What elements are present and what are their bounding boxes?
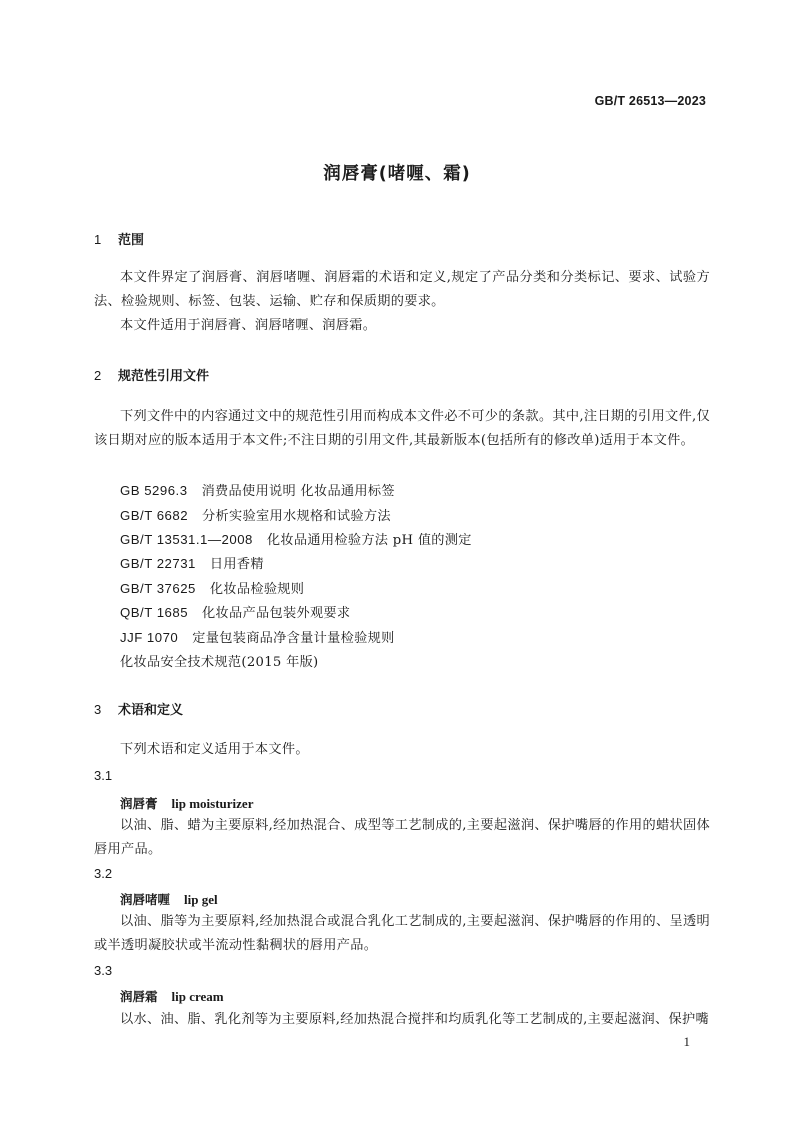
reference-item: [120, 505, 391, 524]
term-english: lip cream: [171, 989, 224, 1004]
reference-title: 化妆品产品包装外观要求: [202, 606, 351, 621]
reference-item: [120, 480, 395, 499]
reference-code: QB/T 1685: [120, 605, 189, 620]
paragraph: 本文件适用于润唇膏、润唇啫喱、润唇霜。: [120, 318, 377, 333]
section-heading-scope: [94, 229, 144, 248]
reference-title: 分析实验室用水规格和试验方法: [202, 509, 391, 524]
reference-item: [120, 553, 264, 572]
term-definition: 以油、脂等为主要原料,经加热混合或混合乳化工艺制成的,主要起滋润、保护嘴唇的作用的、呈透明或半透明凝胶状或半流动性黏稠状的唇用产品。: [94, 914, 710, 953]
document-title: 润唇膏(啫喱、霜): [323, 164, 471, 184]
reference-item: [120, 602, 350, 621]
paragraph: 下列文件中的内容通过文中的规范性引用而构成本文件必不可少的条款。其中,注日期的引用文件,仅该日期对应的版本适用于本文件;不注日期的引用文件,其最新版本(包括所有的修改单)适用于本文件。: [94, 409, 710, 448]
term-number: 3.1: [94, 768, 113, 783]
reference-title: 消费品使用说明 化妆品通用标签: [201, 484, 395, 499]
term-entry: [120, 890, 218, 908]
section-title: 规范性引用文件: [118, 369, 210, 384]
reference-title: 日用香精: [209, 557, 264, 572]
section-title: 范围: [118, 233, 145, 248]
term-number: 3.3: [94, 963, 113, 978]
reference-code: JJF 1070: [120, 630, 179, 645]
reference-item: [120, 529, 472, 548]
reference-item: [120, 627, 395, 646]
page-number: 1: [683, 1034, 690, 1049]
reference-code: GB/T 22731: [120, 556, 196, 571]
term-entry: [120, 794, 253, 812]
term-chinese: 润唇膏: [120, 796, 158, 811]
term-english: lip moisturizer: [171, 796, 254, 811]
term-definition: 以水、油、脂、乳化剂等为主要原料,经加热混合搅拌和均质乳化等工艺制成的,主要起滋润、保护嘴: [120, 1012, 709, 1027]
section-heading-normative-references: [94, 365, 209, 384]
reference-code: GB/T 13531.1—2008: [120, 532, 253, 547]
paragraph: 下列术语和定义适用于本文件。: [120, 742, 309, 757]
reference-title: 化妆品通用检验方法 pH 值的测定: [266, 533, 472, 548]
reference-title: 定量包装商品净含量计量检验规则: [192, 631, 395, 646]
reference-code: GB/T 37625: [120, 581, 196, 596]
term-entry: [120, 987, 224, 1005]
reference-title: 化妆品检验规则: [209, 582, 305, 597]
section-number: 2: [94, 368, 102, 383]
reference-title: 化妆品安全技术规范(2015 年版): [120, 655, 319, 670]
section-title: 术语和定义: [118, 703, 184, 718]
reference-item: [120, 578, 304, 597]
term-chinese: 润唇霜: [120, 989, 158, 1004]
term-english: lip gel: [184, 892, 218, 907]
reference-code: GB/T 6682: [120, 508, 189, 523]
term-definition: 以油、脂、蜡为主要原料,经加热混合、成型等工艺制成的,主要起滋润、保护嘴唇的作用的蜡状固体唇用产品。: [94, 818, 710, 857]
section-number: 3: [94, 702, 102, 717]
term-chinese: 润唇啫喱: [120, 892, 171, 907]
standard-number: GB/T 26513—2023: [594, 94, 706, 108]
reference-item: [120, 651, 319, 670]
reference-code: GB 5296.3: [120, 483, 188, 498]
paragraph: 本文件界定了润唇膏、润唇啫喱、润唇霜的术语和定义,规定了产品分类和分类标记、要求、试验方法、检验规则、标签、包装、运输、贮存和保质期的要求。: [94, 270, 710, 309]
term-number: 3.2: [94, 866, 113, 881]
section-number: 1: [94, 232, 102, 247]
section-heading-terms-definitions: [94, 699, 183, 718]
